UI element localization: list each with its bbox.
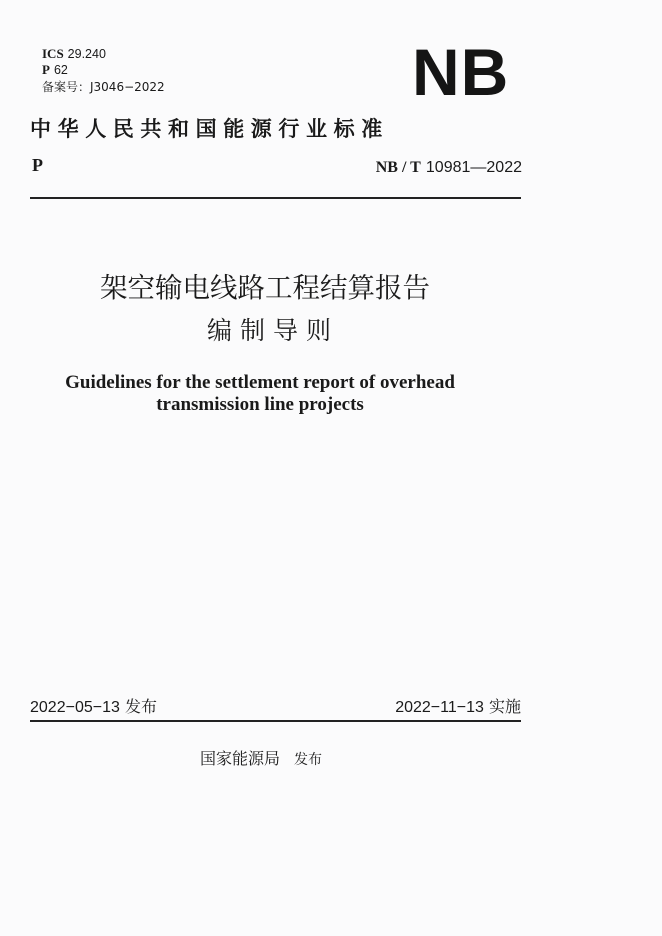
title-zh-line2: 编制导则: [206, 316, 339, 345]
issue-date-value: 2022−05−13: [30, 699, 120, 716]
issue-date: [30, 697, 157, 718]
bottom-divider: [30, 720, 521, 722]
issue-date-label: 发布: [124, 697, 157, 716]
standard-code-number: 10981—2022: [425, 159, 522, 176]
implementation-date-value: 2022−11−13: [395, 699, 484, 716]
title-en-line2: transmission line projects: [156, 394, 364, 415]
implementation-date: [395, 697, 521, 718]
ccs-label: P: [42, 62, 50, 77]
ics-classification: [42, 46, 106, 62]
title-en-line1: Guidelines for the settlement report of overhead: [65, 372, 455, 393]
issuer-action: 发布: [294, 752, 323, 768]
ccs-value: 62: [53, 63, 68, 77]
ccs-classification: [42, 62, 68, 78]
title-zh-line1: 架空输电线路工程结算报告: [100, 272, 430, 304]
issuer-name: 国家能源局: [200, 749, 281, 768]
ics-value: 29.240: [67, 47, 106, 61]
standard-code-prefix: NB / T: [375, 159, 421, 176]
nb-logo: NB: [412, 35, 510, 109]
ics-label: ICS: [42, 46, 64, 61]
standard-level-heading: 中华人民共和国能源行业标准: [30, 116, 389, 141]
issuer: [200, 749, 322, 770]
standard-code: [376, 156, 522, 179]
category-letter: P: [32, 155, 43, 175]
top-divider: [30, 197, 521, 199]
implementation-date-label: 实施: [488, 697, 521, 716]
record-number: 备案号：J3046−2022: [42, 80, 165, 94]
